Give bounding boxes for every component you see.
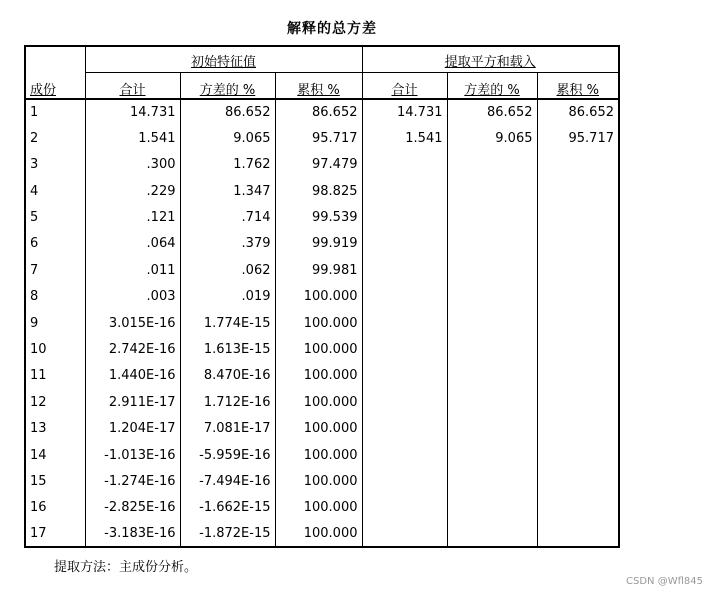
- cell-component: 4: [25, 178, 85, 204]
- table-row: [25, 336, 619, 362]
- cell-cumulative-pct: 100.000: [275, 389, 362, 415]
- cell-variance-pct: 1.347: [180, 178, 275, 204]
- cell-extract-cumulative-pct: [537, 231, 619, 257]
- cell-total: 2.911E-17: [85, 389, 180, 415]
- cell-cumulative-pct: 95.717: [275, 125, 362, 151]
- cell-cumulative-pct: 100.000: [275, 495, 362, 521]
- cell-component: 5: [25, 204, 85, 230]
- cell-extract-variance-pct: [447, 415, 537, 441]
- cell-total: -1.013E-16: [85, 442, 180, 468]
- cell-extract-total: [362, 310, 447, 336]
- cell-total: 2.742E-16: [85, 336, 180, 362]
- header-row-groups: [25, 46, 619, 72]
- header-extract-cumulative-pct: 累积 %: [537, 72, 619, 98]
- cell-extract-cumulative-pct: [537, 178, 619, 204]
- cell-extract-cumulative-pct: [537, 257, 619, 283]
- table-row: [25, 125, 619, 151]
- cell-extract-variance-pct: [447, 257, 537, 283]
- cell-extract-cumulative-pct: [537, 442, 619, 468]
- cell-extract-variance-pct: [447, 152, 537, 178]
- table-row: [25, 204, 619, 230]
- cell-extract-total: [362, 284, 447, 310]
- cell-total: -2.825E-16: [85, 495, 180, 521]
- cell-extract-variance-pct: 9.065: [447, 125, 537, 151]
- cell-extract-cumulative-pct: [537, 336, 619, 362]
- cell-cumulative-pct: 100.000: [275, 415, 362, 441]
- cell-cumulative-pct: 100.000: [275, 468, 362, 494]
- cell-total: .300: [85, 152, 180, 178]
- cell-extract-total: [362, 231, 447, 257]
- cell-extract-cumulative-pct: [537, 310, 619, 336]
- cell-extract-variance-pct: [447, 284, 537, 310]
- cell-extract-cumulative-pct: [537, 363, 619, 389]
- header-component: 成份: [25, 72, 85, 98]
- cell-extract-total: 1.541: [362, 125, 447, 151]
- cell-extract-total: [362, 178, 447, 204]
- cell-variance-pct: 1.613E-15: [180, 336, 275, 362]
- cell-total: 1.204E-17: [85, 415, 180, 441]
- cell-extract-cumulative-pct: [537, 468, 619, 494]
- table-row: [25, 231, 619, 257]
- cell-total: .003: [85, 284, 180, 310]
- header-variance-pct: 方差的 %: [180, 72, 275, 98]
- table-row: [25, 178, 619, 204]
- cell-extract-total: [362, 521, 447, 547]
- cell-component: 12: [25, 389, 85, 415]
- header-cumulative-pct: 累积 %: [275, 72, 362, 98]
- cell-extract-variance-pct: [447, 204, 537, 230]
- table-row: [25, 495, 619, 521]
- cell-cumulative-pct: 99.539: [275, 204, 362, 230]
- table-row: [25, 521, 619, 547]
- table-row: [25, 389, 619, 415]
- cell-variance-pct: 1.774E-15: [180, 310, 275, 336]
- cell-total: .064: [85, 231, 180, 257]
- cell-cumulative-pct: 100.000: [275, 336, 362, 362]
- cell-variance-pct: .019: [180, 284, 275, 310]
- cell-extract-cumulative-pct: [537, 521, 619, 547]
- cell-extract-variance-pct: [447, 231, 537, 257]
- cell-extract-total: [362, 468, 447, 494]
- cell-extract-cumulative-pct: 95.717: [537, 125, 619, 151]
- cell-extract-variance-pct: [447, 178, 537, 204]
- cell-total: 3.015E-16: [85, 310, 180, 336]
- cell-component: 15: [25, 468, 85, 494]
- header-corner: [25, 46, 85, 72]
- cell-extract-total: [362, 415, 447, 441]
- cell-variance-pct: -1.662E-15: [180, 495, 275, 521]
- table-row: [25, 468, 619, 494]
- cell-total: .011: [85, 257, 180, 283]
- table-title: 解释的总方差: [287, 21, 377, 37]
- cell-cumulative-pct: 100.000: [275, 442, 362, 468]
- cell-extract-cumulative-pct: [537, 495, 619, 521]
- cell-extract-total: [362, 442, 447, 468]
- cell-component: 6: [25, 231, 85, 257]
- cell-variance-pct: -5.959E-16: [180, 442, 275, 468]
- cell-total: 1.440E-16: [85, 363, 180, 389]
- header-extract-total: 合计: [362, 72, 447, 98]
- table-row: [25, 284, 619, 310]
- cell-component: 2: [25, 125, 85, 151]
- cell-extract-cumulative-pct: [537, 152, 619, 178]
- cell-extract-total: [362, 495, 447, 521]
- cell-total: -1.274E-16: [85, 468, 180, 494]
- cell-component: 10: [25, 336, 85, 362]
- cell-total: -3.183E-16: [85, 521, 180, 547]
- cell-total: .121: [85, 204, 180, 230]
- cell-variance-pct: 7.081E-17: [180, 415, 275, 441]
- cell-component: 7: [25, 257, 85, 283]
- cell-extract-variance-pct: 86.652: [447, 99, 537, 125]
- cell-variance-pct: -7.494E-16: [180, 468, 275, 494]
- cell-extract-variance-pct: [447, 336, 537, 362]
- cell-component: 13: [25, 415, 85, 441]
- header-extract-variance-pct: 方差的 %: [447, 72, 537, 98]
- cell-extract-cumulative-pct: [537, 389, 619, 415]
- cell-variance-pct: 8.470E-16: [180, 363, 275, 389]
- cell-variance-pct: 9.065: [180, 125, 275, 151]
- cell-component: 3: [25, 152, 85, 178]
- cell-extract-variance-pct: [447, 310, 537, 336]
- cell-extract-cumulative-pct: [537, 415, 619, 441]
- cell-extract-total: [362, 363, 447, 389]
- table-row: [25, 152, 619, 178]
- cell-extract-variance-pct: [447, 389, 537, 415]
- cell-cumulative-pct: 97.479: [275, 152, 362, 178]
- cell-component: 17: [25, 521, 85, 547]
- cell-extract-cumulative-pct: 86.652: [537, 99, 619, 125]
- footnote: 提取方法：主成份分析。: [54, 560, 198, 575]
- header-total: 合计: [85, 72, 180, 98]
- cell-variance-pct: .062: [180, 257, 275, 283]
- cell-cumulative-pct: 100.000: [275, 310, 362, 336]
- cell-cumulative-pct: 99.919: [275, 231, 362, 257]
- cell-extract-total: [362, 389, 447, 415]
- cell-variance-pct: 1.712E-16: [180, 389, 275, 415]
- cell-cumulative-pct: 100.000: [275, 363, 362, 389]
- cell-extract-total: 14.731: [362, 99, 447, 125]
- cell-cumulative-pct: 86.652: [275, 99, 362, 125]
- cell-total: .229: [85, 178, 180, 204]
- cell-variance-pct: .379: [180, 231, 275, 257]
- cell-extract-cumulative-pct: [537, 204, 619, 230]
- cell-extract-variance-pct: [447, 521, 537, 547]
- cell-variance-pct: 1.762: [180, 152, 275, 178]
- cell-variance-pct: -1.872E-15: [180, 521, 275, 547]
- cell-extract-variance-pct: [447, 495, 537, 521]
- table-row: [25, 310, 619, 336]
- header-row-columns: [25, 72, 619, 98]
- cell-component: 14: [25, 442, 85, 468]
- cell-component: 16: [25, 495, 85, 521]
- table-row: [25, 363, 619, 389]
- cell-extract-variance-pct: [447, 468, 537, 494]
- cell-cumulative-pct: 100.000: [275, 284, 362, 310]
- watermark: CSDN @Wfl845: [626, 576, 703, 587]
- cell-extract-total: [362, 336, 447, 362]
- cell-component: 11: [25, 363, 85, 389]
- cell-extract-variance-pct: [447, 363, 537, 389]
- cell-extract-total: [362, 257, 447, 283]
- cell-extract-variance-pct: [447, 442, 537, 468]
- cell-total: 14.731: [85, 99, 180, 125]
- cell-component: 8: [25, 284, 85, 310]
- cell-variance-pct: .714: [180, 204, 275, 230]
- total-variance-table: [24, 45, 620, 548]
- cell-total: 1.541: [85, 125, 180, 151]
- header-group-extract: 提取平方和载入: [362, 46, 619, 72]
- cell-component: 1: [25, 99, 85, 125]
- cell-extract-cumulative-pct: [537, 284, 619, 310]
- table-row: [25, 99, 619, 125]
- cell-cumulative-pct: 100.000: [275, 521, 362, 547]
- cell-component: 9: [25, 310, 85, 336]
- table-row: [25, 257, 619, 283]
- cell-cumulative-pct: 99.981: [275, 257, 362, 283]
- header-group-initial: 初始特征值: [85, 46, 362, 72]
- table-row: [25, 442, 619, 468]
- cell-variance-pct: 86.652: [180, 99, 275, 125]
- cell-cumulative-pct: 98.825: [275, 178, 362, 204]
- table-row: [25, 415, 619, 441]
- cell-extract-total: [362, 204, 447, 230]
- cell-extract-total: [362, 152, 447, 178]
